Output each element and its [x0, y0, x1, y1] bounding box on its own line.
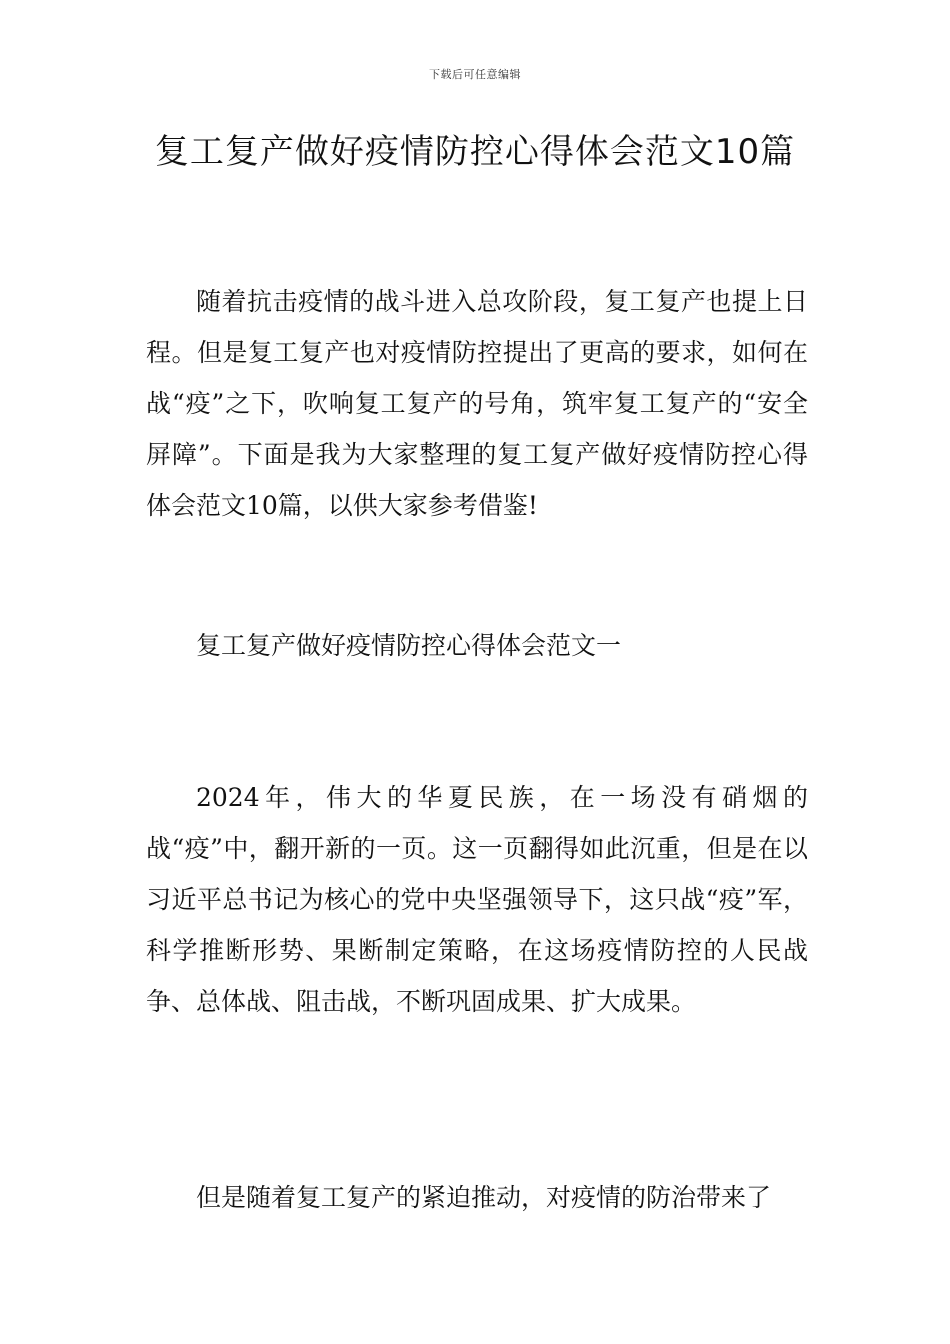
body-paragraph-2: 但是随着复工复产的紧迫推动，对疫情的防治带来了	[196, 1183, 772, 1212]
header-note: 下载后可任意编辑	[429, 68, 521, 81]
section-heading: 复工复产做好疫情防控心得体会范文一	[196, 631, 622, 660]
intro-paragraph: 随着抗击疫情的战斗进入总攻阶段，复工复产也提上日程。但是复工复产也对疫情防控提出了更高的要求，如何在战“疫”之下，吹响复工复产的号角，筑牢复工复产的“安全屏障”。下面是我为大家整理的复工复产做好疫情防控心得体会范文10篇，以供大家参考借鉴!	[146, 287, 808, 520]
document-title: 复工复产做好疫情防控心得体会范文10篇	[154, 132, 796, 172]
body-paragraph-1: 2024年，伟大的华夏民族，在一场没有硝烟的战“疫”中，翻开新的一页。这一页翻得如此沉重，但是在以习近平总书记为核心的党中央坚强领导下，这只战“疫”军，科学推断形势、果断制定策略，在这场疫情防控的人民战争、总体战、阻击战，不断巩固成果、扩大成果。	[146, 783, 808, 1016]
